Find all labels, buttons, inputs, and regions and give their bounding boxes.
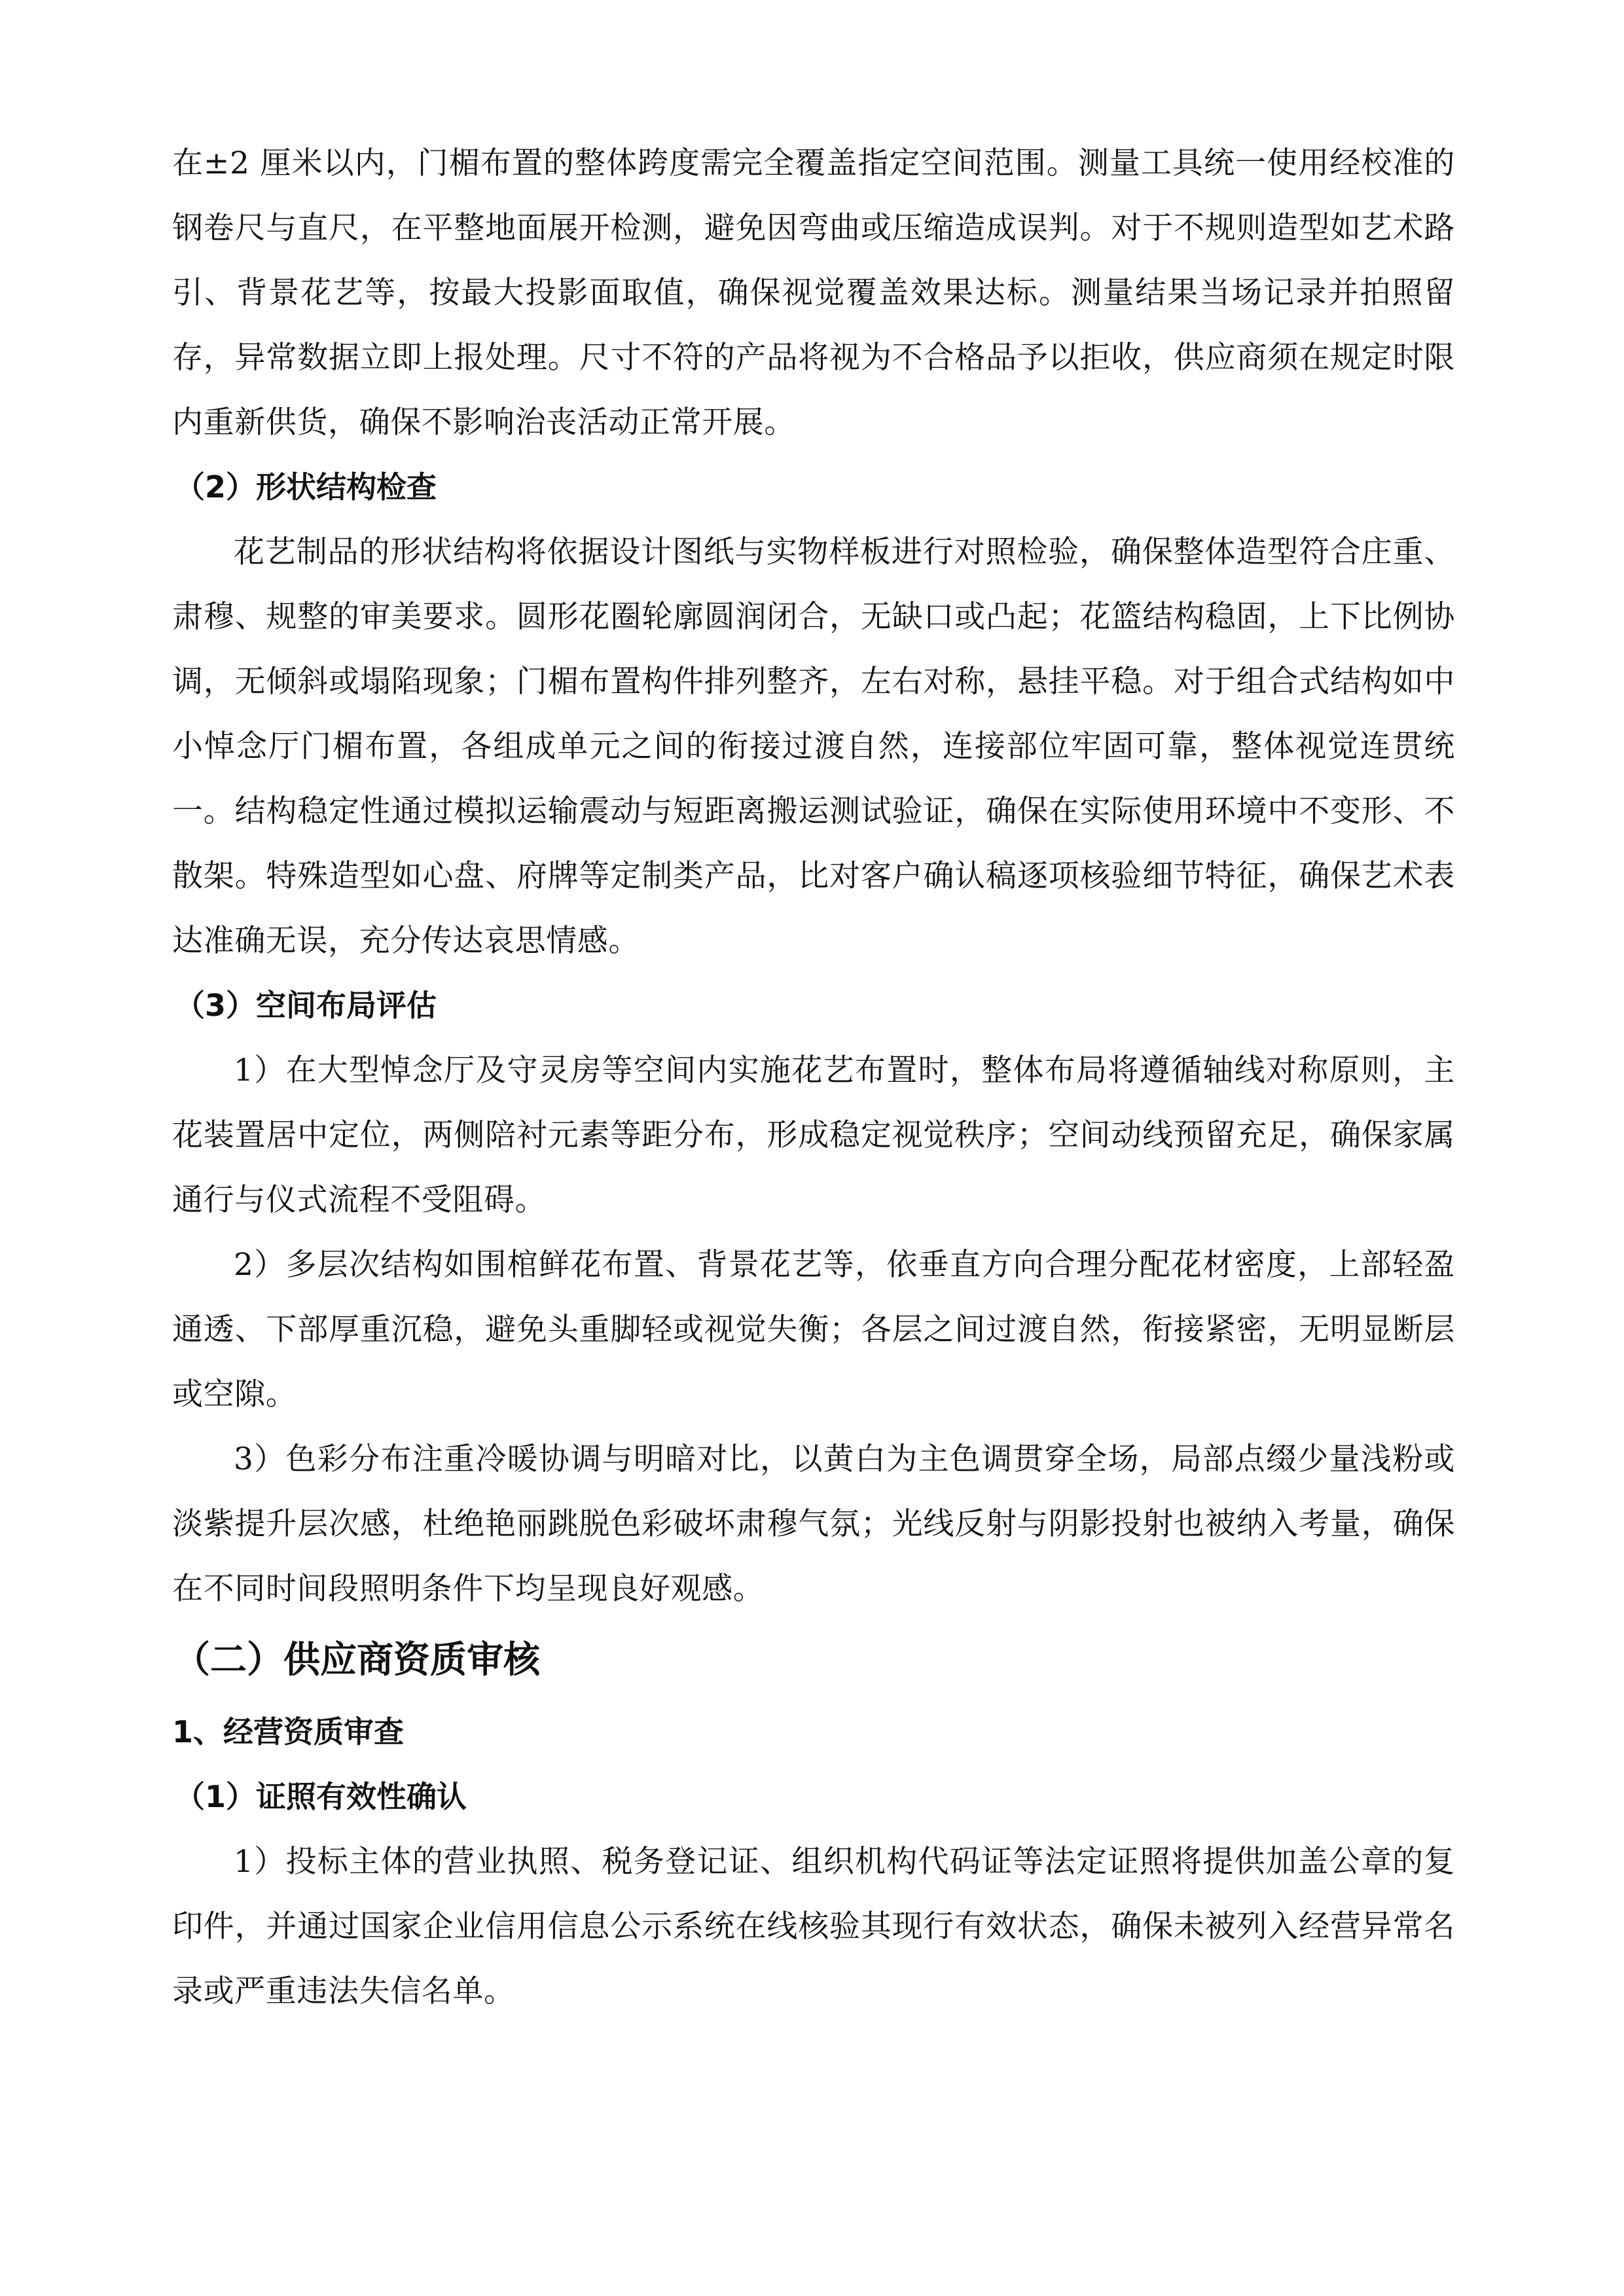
heading-supplier-qualification-review: （二）供应商资质审核 [173, 1639, 540, 1681]
paragraph-layout-item-3: 3）色彩分布注重冷暖协调与明暗对比，以黄白为主色调贯穿全场，局部点缀少量浅粉或淡紫提升层次感，杜绝艳丽跳脱色彩破坏肃穆气氛；光线反射与阴影投射也被纳入考量，确保在不同时间段照明条件下均呈现良好观感。 [172, 1441, 1455, 1607]
heading-license-validity-confirmation: （1）证照有效性确认 [175, 1779, 467, 1814]
heading-shape-structure-check: （2）形状结构检查 [175, 469, 437, 505]
heading-business-qualification-review: 1、经营资质审查 [172, 1714, 405, 1749]
paragraph-layout-item-1: 1）在大型悼念厅及守灵房等空间内实施花艺布置时，整体布局将遵循轴线对称原则，主花装置居中定位，两侧陪衬元素等距分布，形成稳定视觉秩序；空间动线预留充足，确保家属通行与仪式流程不受阻碍。 [172, 1052, 1455, 1218]
paragraph-size-measurement: 在±2 厘米以内，门楣布置的整体跨度需完全覆盖指定空间范围。测量工具统一使用经校准的钢卷尺与直尺，在平整地面展开检测，避免因弯曲或压缩造成误判。对于不规则造型如艺术路引、背景花艺等，按最大投影面取值，确保视觉覆盖效果达标。测量结果当场记录并拍照留存，异常数据立即上报处理。尺寸不符的产品将视为不合格品予以拒收，供应商须在规定时限内重新供货，确保不影响治丧活动正常开展。 [172, 145, 1455, 440]
heading-spatial-layout-evaluation: （3）空间布局评估 [175, 988, 437, 1023]
paragraph-shape-structure: 花艺制品的形状结构将依据设计图纸与实物样板进行对照检验，确保整体造型符合庄重、肃穆、规整的审美要求。圆形花圈轮廓圆润闭合，无缺口或凸起；花篮结构稳固，上下比例协调，无倾斜或塌陷现象；门楣布置构件排列整齐，左右对称，悬挂平稳。对于组合式结构如中小悼念厅门楣布置，各组成单元之间的衔接过渡自然，连接部位牢固可靠，整体视觉连贯统一。结构稳定性通过模拟运输震动与短距离搬运测试验证，确保在实际使用环境中不变形、不散架。特殊造型如心盘、府牌等定制类产品，比对客户确认稿逐项核验细节特征，确保艺术表达准确无误，充分传达哀思情感。 [172, 534, 1455, 959]
document-page [172, 131, 1455, 2024]
paragraph-layout-item-2: 2）多层次结构如围棺鲜花布置、背景花艺等，依垂直方向合理分配花材密度，上部轻盈通透、下部厚重沉稳，避免头重脚轻或视觉失衡；各层之间过渡自然，衔接紧密，无明显断层或空隙。 [172, 1247, 1455, 1412]
paragraph-license-item-1: 1）投标主体的营业执照、税务登记证、组织机构代码证等法定证照将提供加盖公章的复印件，并通过国家企业信用信息公示系统在线核验其现行有效状态，确保未被列入经营异常名录或严重违法失信名单。 [172, 1844, 1455, 2009]
